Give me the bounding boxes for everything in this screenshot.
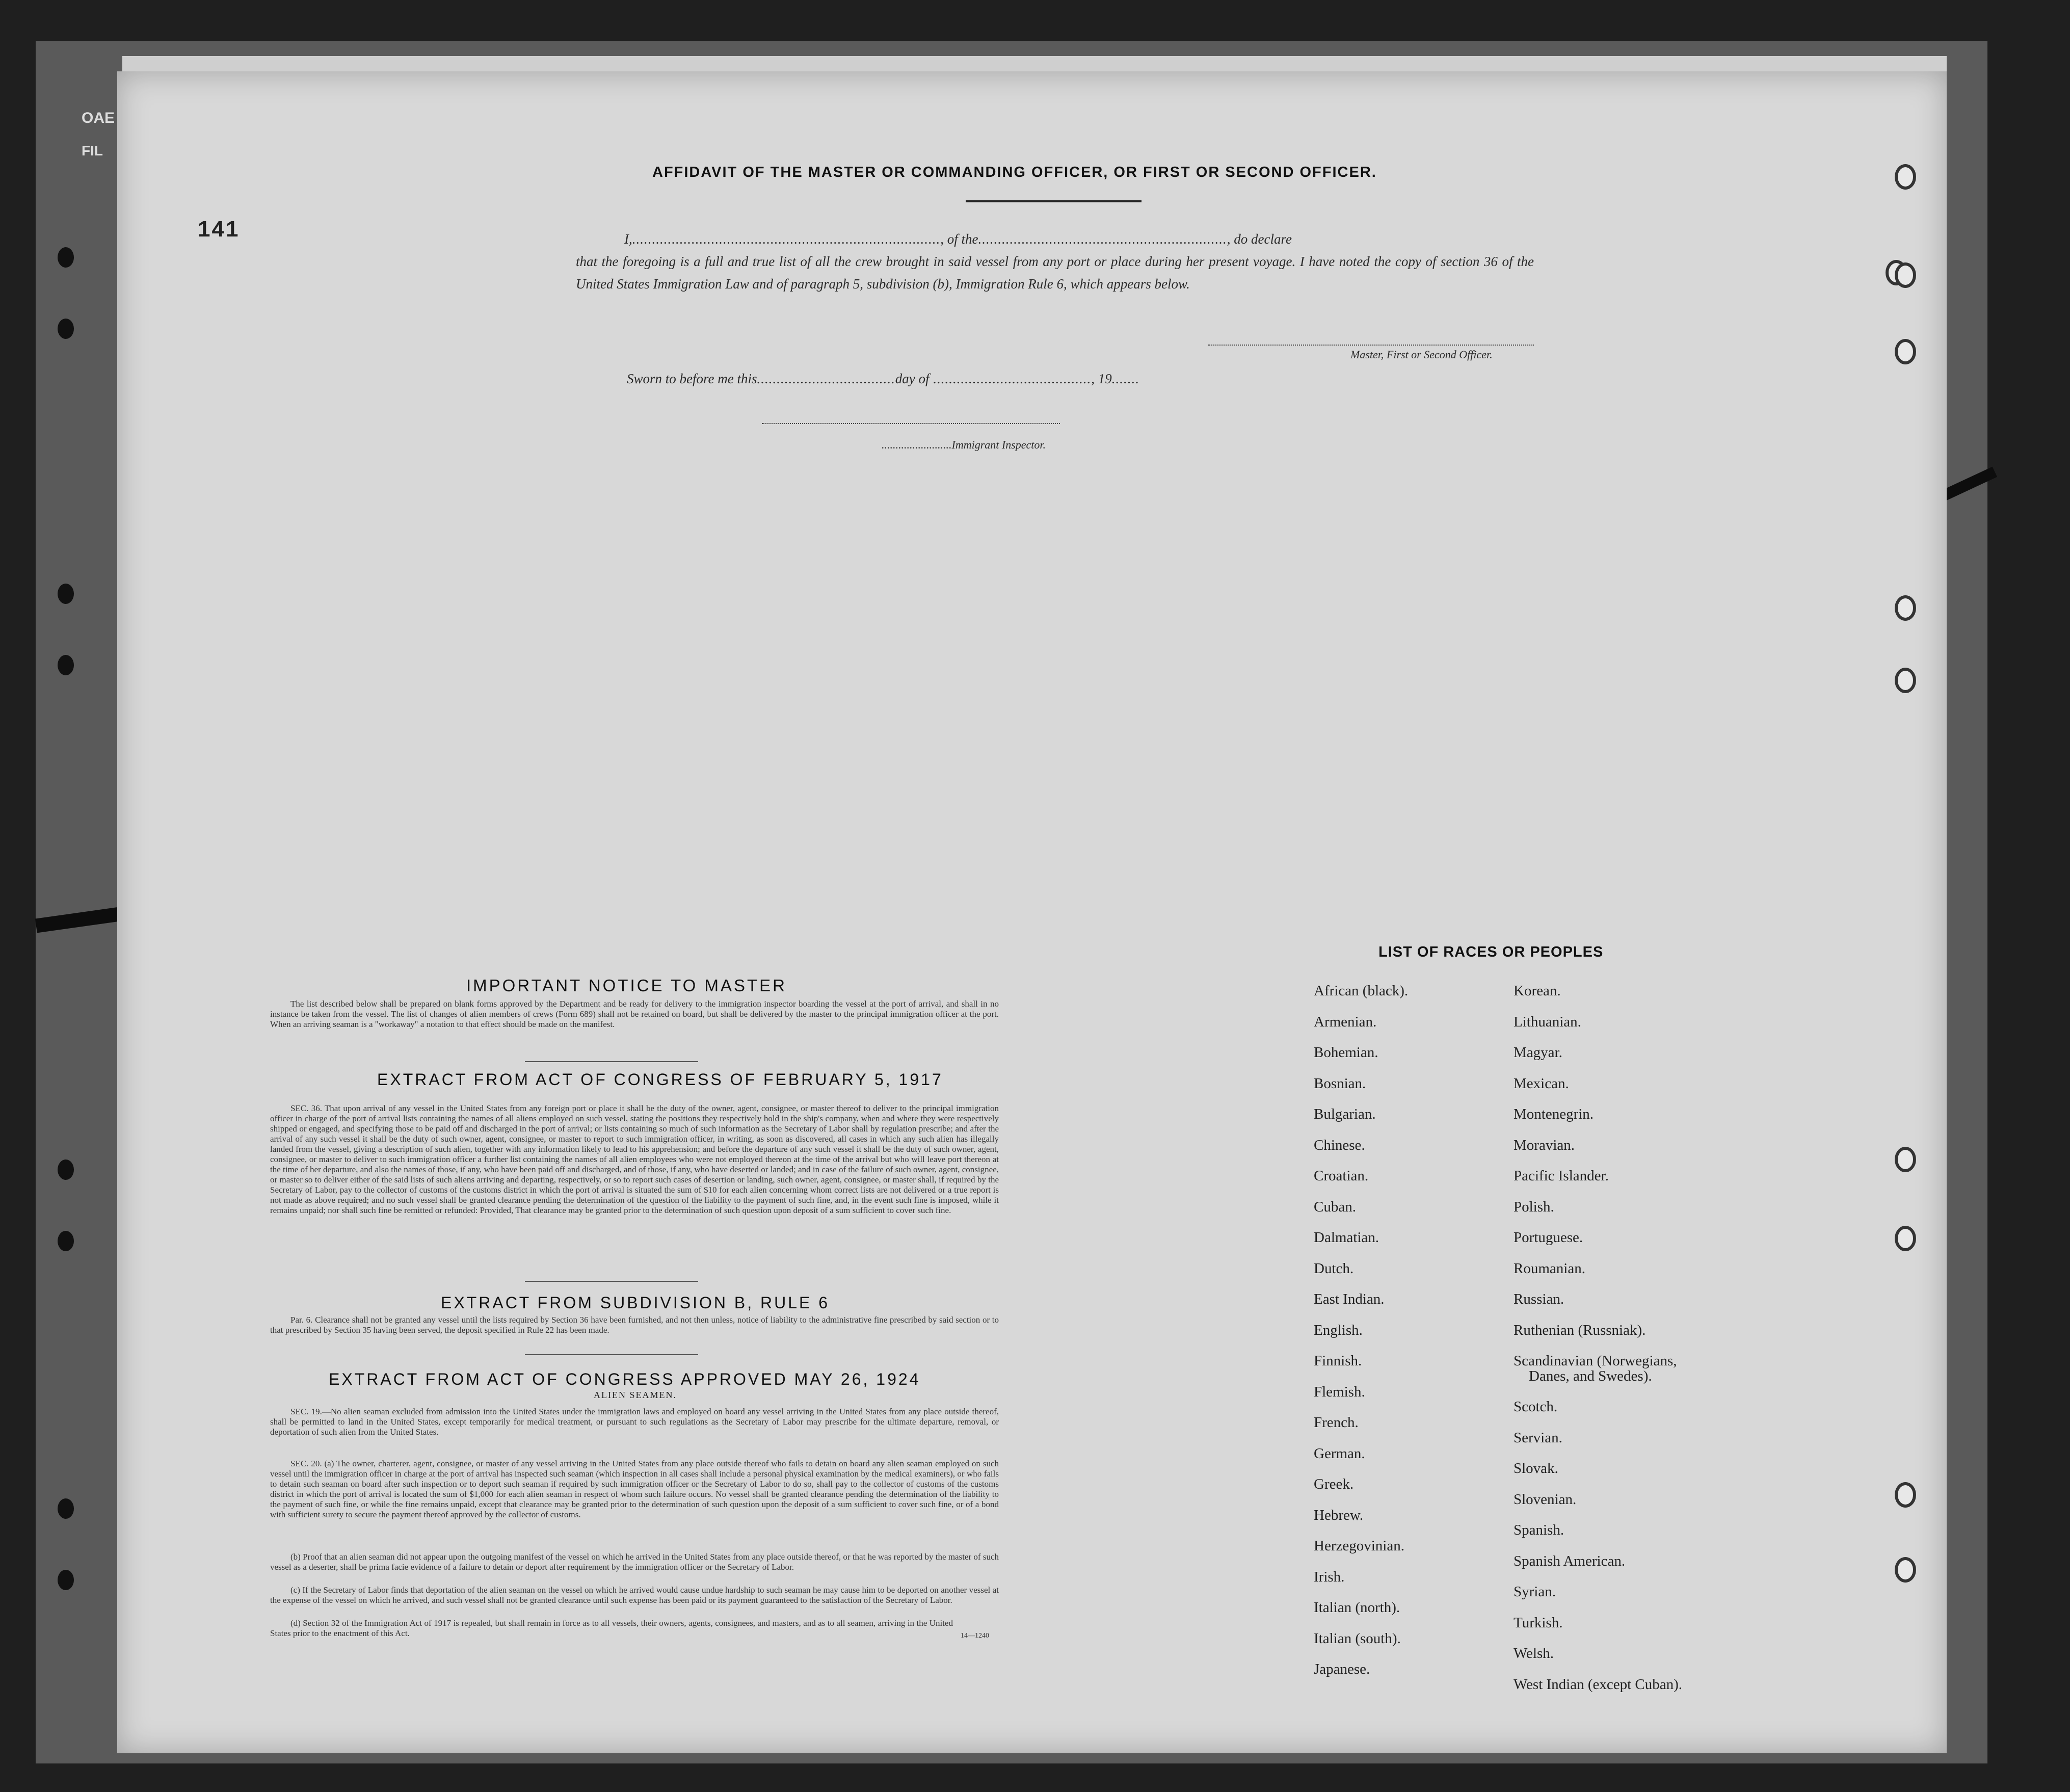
inspector-label: .........................Immigrant Inspector. — [882, 438, 1046, 451]
binder-hole — [58, 584, 74, 604]
race-entry: Greek. — [1314, 1476, 1354, 1492]
notice-title: IMPORTANT NOTICE TO MASTER — [466, 976, 787, 995]
race-entry: Irish. — [1314, 1568, 1345, 1585]
race-entry: Slovenian. — [1514, 1491, 1577, 1508]
title-underline — [966, 200, 1142, 202]
punch-hole — [1895, 164, 1916, 190]
edge-mark-top: OAE — [82, 110, 115, 126]
race-entry: German. — [1314, 1445, 1365, 1462]
race-entry: Danes, and Swedes). — [1529, 1368, 1652, 1384]
races-column-2 — [1514, 983, 1682, 1707]
vessel-blank[interactable]: ............................................................... — [978, 231, 1227, 247]
race-entry: Bosnian. — [1314, 1075, 1366, 1092]
punch-hole — [1895, 339, 1916, 364]
race-entry: Korean. — [1514, 983, 1561, 999]
punch-hole — [1895, 1147, 1916, 1172]
race-entry: Italian (south). — [1314, 1630, 1401, 1647]
extract-1917-title: EXTRACT FROM ACT OF CONGRESS OF FEBRUARY 5, 1917 — [377, 1070, 943, 1089]
binder-hole — [58, 247, 74, 268]
race-entry: Flemish. — [1314, 1383, 1365, 1400]
race-entry: Turkish. — [1514, 1614, 1563, 1631]
binder-hole — [58, 1498, 74, 1519]
race-entry: Lithuanian. — [1514, 1013, 1581, 1030]
sworn-day-blank[interactable]: ................................... — [757, 371, 895, 386]
sec-20a-text: SEC. 20. (a) The owner, charterer, agent, consignee, or master of any vessel arriving in the United States from any place outside thereof who fails to detain on board any alien seaman employed on such vessel until the immigration officer in charge at the port of arrival has inspected such seaman (which inspection in all cases shall include a personal physical examination by the medical examiners), or who fails to detain such seaman on board after such inspection or to deport such seaman if required by such immigration officer or the Secretary of Labor to do so, shall pay to the collector of customs of the customs district in which the port of arrival is located the sum of $1,000 for each alien seaman in respect of whom such failure occurs. No vessel shall be granted clearance pending the determination of the liability to the payment of such fine, or while the fine remains unpaid, except that clearance may be granted prior to the determination of such question upon the deposit of a sum sufficient to cover such fine, or of a bond with sufficient surety to secure the payment thereof approved by the collector of customs. — [270, 1459, 999, 1519]
sworn-year-blank[interactable]: ....... — [1111, 371, 1139, 386]
races-column-1 — [1314, 983, 1408, 1692]
sec-20c-text: (c) If the Secretary of Labor finds that deportation of the alien seaman on the vessel on which he arrived would cause undue hardship to such seaman he may cause him to be deported on another vessel at the expense of the vessel on which he arrived, and such vessel shall not be granted clearance until such expense has been paid or its payment guaranteed to the satisfaction of the Secretary of Labor. — [270, 1585, 999, 1605]
affidavit-title: AFFIDAVIT OF THE MASTER OR COMMANDING OFFICER, OR FIRST OR SECOND OFFICER. — [652, 164, 1377, 180]
race-entry: Ruthenian (Russniak). — [1514, 1322, 1646, 1338]
race-entry: Spanish. — [1514, 1522, 1564, 1538]
form-number: 14—1240 — [961, 1632, 989, 1640]
race-entry: Magyar. — [1514, 1044, 1562, 1061]
notice-text: The list described below shall be prepared on blank forms approved by the Department and be ready for delivery to the immigration inspector boarding the vessel at the port of arrival, and shall in no instance be taken from the vessel. The list of changes of alien members of crews (Form 689) shall not be retained on board, but shall be delivered by the master to the principal immigration officer at the port. When an arriving seaman is a "workaway" a notation to that effect should be made on the manifest. — [270, 999, 999, 1029]
race-entry: Italian (north). — [1314, 1599, 1400, 1616]
races-title: LIST OF RACES OR PEOPLES — [1378, 944, 1604, 960]
race-entry: Chinese. — [1314, 1137, 1365, 1153]
race-entry: Scandinavian (Norwegians, — [1514, 1353, 1677, 1369]
sec-19-text: SEC. 19.—No alien seaman excluded from admission into the United States under the immigration laws and employed on board any vessel arriving in the United States from any place outside thereof, shall be permitted to land in the United States, except temporarily for medical treatment, or pursuant to such regulations as the Secretary of Labor may prescribe for the ultimate departure, removal, or deportation of such alien from the United States. — [270, 1407, 999, 1437]
binder-hole — [58, 1231, 74, 1251]
punch-hole — [1895, 1482, 1916, 1508]
race-entry: Herzegovinian. — [1314, 1538, 1404, 1554]
folio-number: 141 — [198, 217, 240, 242]
race-entry: Syrian. — [1514, 1584, 1556, 1600]
inspector-signature-line[interactable] — [762, 423, 1060, 425]
binder-hole — [58, 319, 74, 339]
binder-hole — [58, 1570, 74, 1590]
race-entry: English. — [1314, 1322, 1363, 1338]
subdivision-b-text: Par. 6. Clearance shall not be granted any vessel until the lists required by Section 36 have been furnished, and not then unless, notice of liability to the administrative fine prescribed by said section or to that prescribed by Section 35 having been served, the deposit specified in Rule 22 has been made. — [270, 1315, 999, 1335]
race-entry: French. — [1314, 1414, 1359, 1431]
race-entry: Portuguese. — [1514, 1229, 1583, 1246]
race-entry: Croatian. — [1314, 1168, 1369, 1184]
sec-20d-text: (d) Section 32 of the Immigration Act of 1917 is repealed, but shall remain in force as to all vessels, their owners, agents, consignees, and masters, and as to all seamen, arriving in the United States prior to the enactment of this Act. — [270, 1618, 953, 1638]
race-entry: Mexican. — [1514, 1075, 1569, 1092]
punch-hole — [1895, 668, 1916, 693]
race-entry: West Indian (except Cuban). — [1514, 1676, 1683, 1693]
affidavit-body — [576, 228, 1534, 295]
race-entry: East Indian. — [1314, 1291, 1385, 1307]
race-entry: Dutch. — [1314, 1260, 1354, 1277]
sworn-statement: Sworn to before me this...................................day of ........................................, 19....... — [627, 371, 1139, 386]
race-entry: Spanish American. — [1514, 1552, 1626, 1569]
race-entry: Pacific Islander. — [1514, 1168, 1609, 1184]
divider — [525, 1354, 698, 1355]
divider — [525, 1061, 698, 1062]
sec-20b-text: (b) Proof that an alien seaman did not appear upon the outgoing manifest of the vessel on which he arrived in the United States from any place outside thereof, or that he was reported by the master of such vessel as a deserter, shall be prima facie evidence of a failure to detain or deport after requirement by the immigration officer or the Secretary of Labor. — [270, 1552, 999, 1572]
race-entry: Slovak. — [1514, 1460, 1558, 1477]
race-entry: Polish. — [1514, 1198, 1554, 1215]
extract-1917-text: SEC. 36. That upon arrival of any vessel in the United States from any foreign port or place it shall be the duty of the owner, agent, consignee, or master thereof to deliver to the principal immigration officer in charge of the port of arrival lists containing the names of all aliens employed on such vessel, stating the positions they respectively hold in the ship's company, when and where they were respectively shipped or engaged, and specifying those to be paid off and discharged in the port of arrival; or lists containing so much of such information as the Secretary of Labor shall by regulation prescribe; and after the arrival of any such vessel it shall be the duty of such owner, agent, consignee, or master to report to such immigration officer, in writing, as soon as discovered, all cases in which any such alien has illegally landed from the vessel, giving a description of such alien, together with any information likely to lead to his apprehension; and before the departure of any such vessel it shall be the duty of such owner, agent, consignee, or master to deliver to such immigration officer a further list containing the names of all alien employees who were not employed thereon at the time of the arrival but who will leave port thereon at the time of her departure, and also the names of those, if any, who have been paid off and discharged, and of those, if any, who have deserted or landed; and in case of the failure of such owner, agent, consignee, or master so to deliver either of the said lists of such aliens arriving and departing, respectively, or so to report such cases of desertion or landing, such owner, agent, consignee, or master shall, if required by the Secretary of Labor, pay to the collector of customs of the customs district in which the port of arrival is situated the sum of $10 for each alien concerning whom correct lists are not delivered or a true report is not made as above required; and no such vessel shall be granted clearance pending the determination of the question of the liability to the payment of such fine, and, in the event such fine is imposed, while it remains unpaid; nor shall such fine be remitted or refunded: Provided, That clearance may be granted prior to the determination of such question upon deposit of a sum sufficient to cover such fine. — [270, 1103, 999, 1215]
race-entry: Welsh. — [1514, 1645, 1554, 1662]
race-entry: Moravian. — [1514, 1137, 1575, 1153]
affidavit-declaration: that the foregoing is a full and true list of all the crew brought in said vessel from any port or place during her present voyage. I have noted the copy of section 36 of the United States Immigration Law and of paragraph 5, subdivision (b), Immigration Rule 6, which appears below. — [576, 254, 1534, 292]
race-entry: Russian. — [1514, 1291, 1564, 1307]
race-entry: Servian. — [1514, 1429, 1562, 1446]
race-entry: Scotch. — [1514, 1399, 1558, 1415]
race-entry: Japanese. — [1314, 1661, 1370, 1677]
race-entry: Roumanian. — [1514, 1260, 1585, 1277]
race-entry: Cuban. — [1314, 1198, 1356, 1215]
alien-seamen-subtitle: ALIEN SEAMEN. — [594, 1390, 677, 1400]
binder-hole — [58, 1159, 74, 1180]
affidavit-line-1: I,.............................................................................., of the..............................................................., do declare — [624, 231, 1292, 247]
signature-line[interactable] — [1208, 345, 1534, 347]
divider — [525, 1281, 698, 1282]
race-entry: Dalmatian. — [1314, 1229, 1379, 1246]
name-blank[interactable]: .............................................................................. — [632, 231, 941, 247]
signature-label: Master, First or Second Officer. — [1350, 348, 1493, 361]
race-entry: Montenegrin. — [1514, 1106, 1594, 1122]
punch-hole — [1895, 1226, 1916, 1251]
extract-1924-title: EXTRACT FROM ACT OF CONGRESS APPROVED MAY 26, 1924 — [329, 1370, 921, 1388]
race-entry: African (black). — [1314, 983, 1409, 999]
race-entry: Armenian. — [1314, 1013, 1377, 1030]
sworn-month-blank[interactable]: ........................................ — [929, 371, 1092, 386]
binder-hole — [58, 655, 74, 675]
race-entry: Bohemian. — [1314, 1044, 1378, 1061]
race-entry: Hebrew. — [1314, 1507, 1364, 1523]
edge-mark-mid: FIL — [82, 143, 103, 159]
subdivision-b-title: EXTRACT FROM SUBDIVISION B, RULE 6 — [441, 1294, 830, 1312]
inspector-dots: ......................... — [882, 438, 952, 451]
punch-hole — [1895, 1557, 1916, 1583]
race-entry: Finnish. — [1314, 1353, 1362, 1369]
race-entry: Bulgarian. — [1314, 1106, 1376, 1122]
punch-hole — [1895, 262, 1916, 288]
punch-hole — [1895, 595, 1916, 621]
